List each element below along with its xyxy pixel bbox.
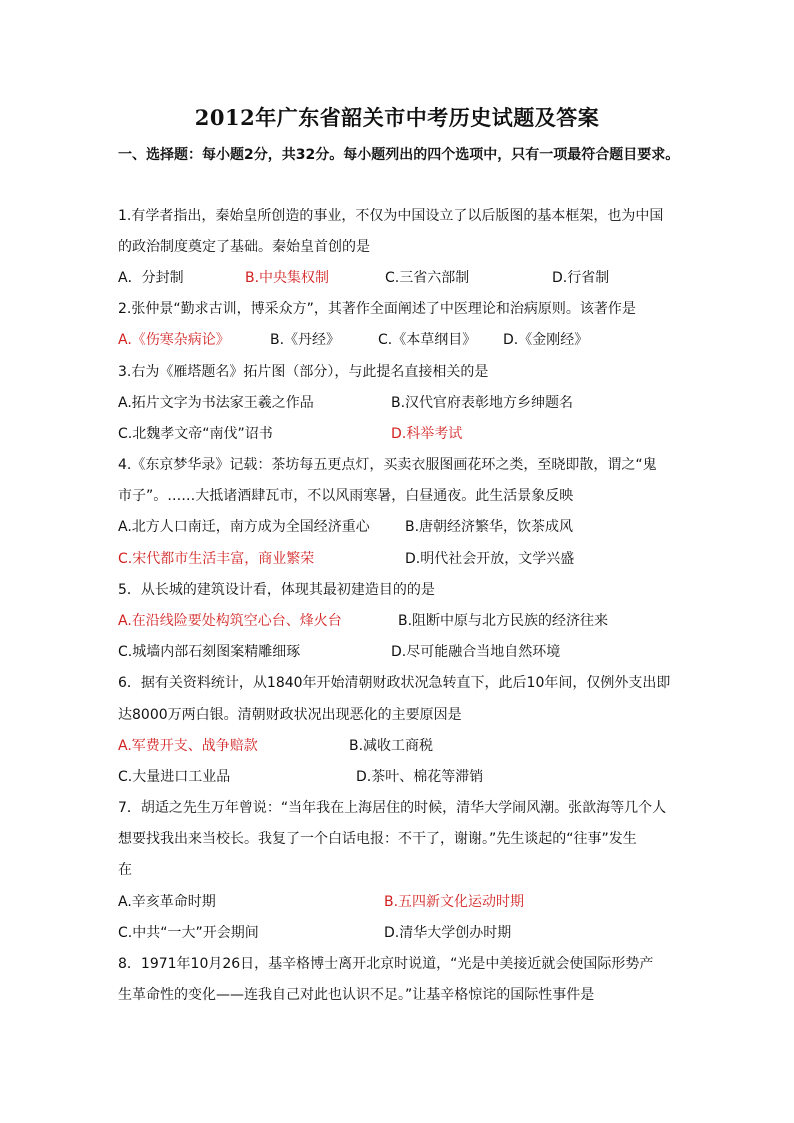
question-1-line-2: 的政治制度奠定了基础。秦始皇首创的是	[118, 239, 370, 255]
question-6-line-2: 达8000万两白银。清朝财政状况出现恶化的主要原因是	[118, 707, 462, 723]
question-6-line-1: 6．据有关资料统计，从1840年开始清朝财政状况急转直下，此后10年间，仅例外支出即	[118, 675, 671, 691]
question-5-line-1: 5．从长城的建筑设计看，体现其最初建造目的的是	[118, 582, 435, 598]
question-2-line-1: 2.张仲景“勤求古训，博采众方”，其著作全面阐述了中医理论和治病原则。该著作是	[118, 301, 636, 317]
question-7-option-b: B.五四新文化运动时期	[384, 894, 525, 910]
question-3-option-a: A.拓片文字为书法家王羲之作品	[118, 395, 314, 411]
section-heading: 一、选择题：每小题2分，共32分。每小题列出的四个选项中，只有一项最符合题目要求。	[118, 147, 680, 163]
question-8-line-1: 8．1971年10月26日，基辛格博士离开北京时说道，“光是中美接近就会使国际形势产	[118, 956, 654, 972]
question-1-option-a: A．分封制	[118, 270, 184, 286]
question-7-line-3: 在	[118, 862, 132, 878]
question-5-option-c: C.城墙内部石刻图案精雕细琢	[118, 644, 301, 660]
question-4-option-a: A.北方人口南迁，南方成为全国经济重心	[118, 519, 370, 535]
question-7-line-2: 想要找我出来当校长。我复了一个白话电报：不干了，谢谢。”先生谈起的“往事”发生	[118, 831, 637, 847]
question-1-line-1: 1.有学者指出，秦始皇所创造的事业，不仅为中国设立了以后版图的基本框架，也为中国	[118, 208, 664, 224]
question-4-line-1: 4.《东京梦华录》记载：茶坊每五更点灯，买卖衣服图画花环之类，至晓即散，谓之“鬼	[118, 457, 657, 473]
question-6-option-b: B.减收工商税	[349, 738, 434, 754]
question-3-option-b: B.汉代官府表彰地方乡绅题名	[391, 395, 574, 411]
question-3-option-c: C.北魏孝文帝“南伐”诏书	[118, 426, 273, 442]
question-6-option-a: A.军费开支、战争赔款	[118, 738, 258, 754]
question-5-option-a: A.在沿线险要处构筑空心台、烽火台	[118, 613, 342, 629]
question-2-option-c: C.《本草纲目》	[378, 332, 477, 348]
question-4-option-d: D.明代社会开放，文学兴盛	[405, 551, 575, 567]
question-4-option-b: B.唐朝经济繁华，饮茶成风	[405, 519, 574, 535]
question-4-option-c: C.宋代都市生活丰富，商业繁荣	[118, 551, 315, 567]
question-2-option-d: D.《金刚经》	[503, 332, 589, 348]
question-1-option-c: C.三省六部制	[385, 270, 470, 286]
question-5-option-d: D.尽可能融合当地自然环境	[391, 644, 561, 660]
question-7-line-1: 7．胡适之先生万年曾说：“当年我在上海居住的时候，清华大学闹风潮。张歆海等几个人	[118, 800, 667, 816]
question-2-option-b: B.《丹经》	[270, 332, 341, 348]
question-3-option-d: D.科举考试	[391, 426, 463, 442]
question-2-option-a: A.《伤寒杂病论》	[118, 332, 230, 348]
question-8-line-2: 生革命性的变化——连我自己对此也认识不足。”让基辛格惊诧的国际性事件是	[118, 987, 595, 1003]
question-1-option-d: D.行省制	[552, 270, 610, 286]
question-6-option-d: D.茶叶、棉花等滞销	[356, 769, 484, 785]
page-title: 2012年广东省韶关市中考历史试题及答案	[194, 105, 600, 130]
question-7-option-a: A.辛亥革命时期	[118, 894, 216, 910]
question-5-option-b: B.阻断中原与北方民族的经济往来	[398, 613, 609, 629]
question-3-line-1: 3.右为《雁塔题名》拓片图（部分），与此提名直接相关的是	[118, 364, 489, 380]
question-7-option-d: D.清华大学创办时期	[384, 925, 512, 941]
question-4-line-2: 市子”。……大抵诸酒肆瓦市，不以风雨寒暑，白昼通夜。此生活景象反映	[118, 488, 574, 504]
question-6-option-c: C.大量进口工业品	[118, 769, 231, 785]
question-7-option-c: C.中共“一大”开会期间	[118, 925, 259, 941]
question-1-option-b: B.中央集权制	[245, 270, 330, 286]
